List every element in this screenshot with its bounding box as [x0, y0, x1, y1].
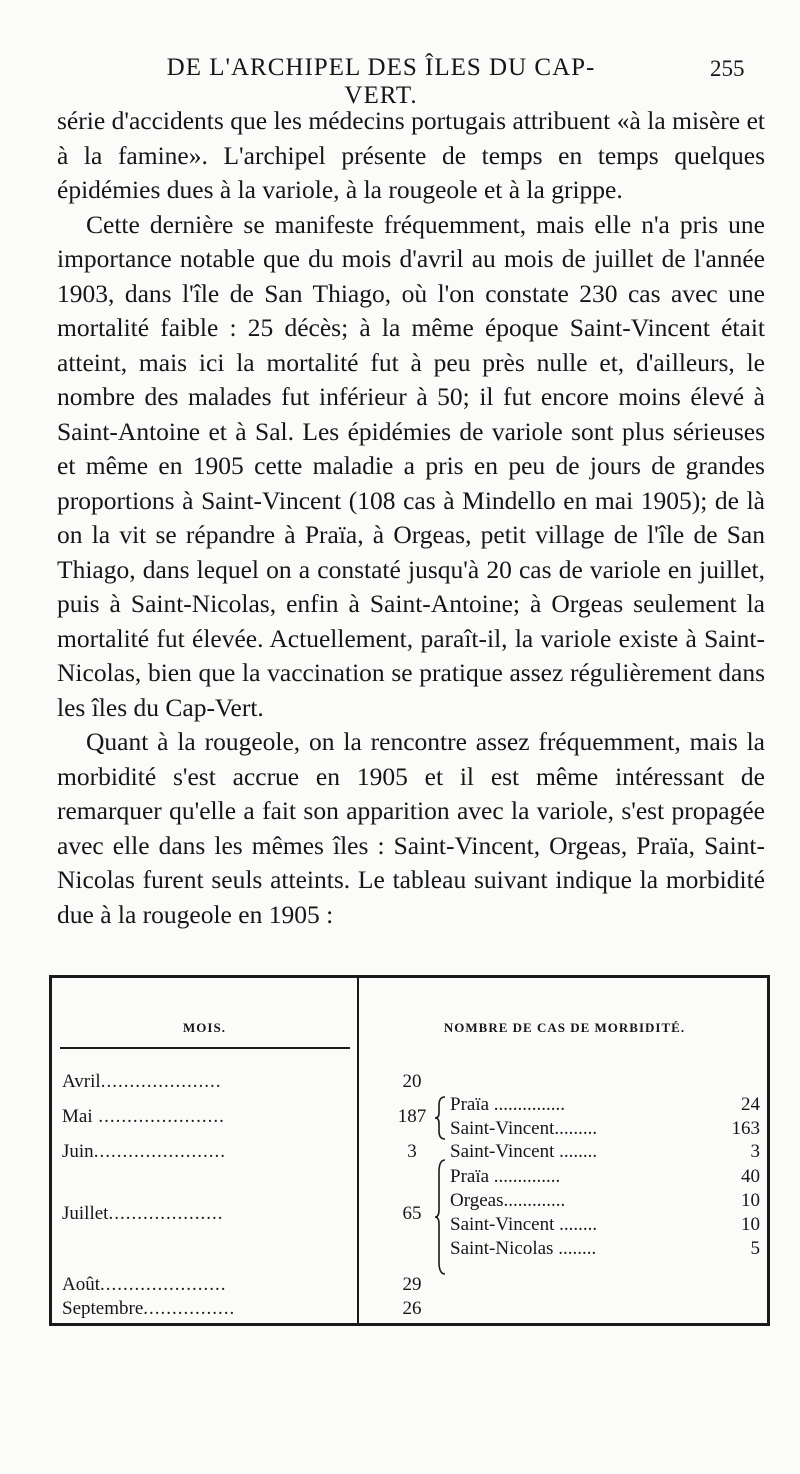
detail-place: Orgeas............. — [450, 1190, 566, 1211]
month-row-septembre: Septembre................ — [62, 1298, 236, 1319]
total-septembre: 26 — [402, 1298, 422, 1319]
header-rule — [60, 1047, 350, 1049]
detail-place: Saint-Nicolas ........ — [450, 1238, 597, 1259]
detail-value: 24 — [741, 1094, 760, 1115]
header-nombre: NOMBRE DE CAS DE MORBIDITÉ. — [443, 1020, 686, 1035]
month-label: Avril — [62, 1071, 101, 1092]
detail-place: Praïa ............... — [450, 1094, 566, 1115]
month-label: Août — [62, 1274, 100, 1295]
month-row-juin: Juin....................... — [62, 1141, 226, 1162]
month-label: Mai — [62, 1106, 93, 1127]
month-row-avril: Avril..................... — [62, 1071, 222, 1092]
paragraph-1: série d'accidents que les médecins portugais attribuent «à la misère et à la famine». L'archipel présente de temps en temps quelques épidémies dues à la variole, à la rougeole et à la grippe. — [57, 106, 765, 204]
body-text — [57, 104, 765, 932]
total-mai: 187 — [397, 1106, 427, 1127]
total-juin: 3 — [407, 1141, 417, 1162]
month-label: Juillet — [62, 1203, 109, 1224]
running-header — [0, 54, 800, 109]
morbidity-table — [49, 975, 770, 1326]
month-row-juillet: Juillet.................... — [62, 1203, 224, 1224]
month-row-mai: Mai ...................... — [62, 1106, 225, 1127]
month-label: Juin — [62, 1141, 94, 1162]
paragraph-3: Quant à la rougeole, on la rencontre assez fréquemment, mais la morbidité s'est accrue en 1905 et il est même intéressant de remarquer qu'elle a fait son apparition avec la variole, s'est propagée avec elle dans les mêmes îles : Saint-Vincent, Orgeas, Praïa, Saint-Nicolas furent seuls atteints. Le tableau suivant indique la morbidité due à la rougeole en 1905 : — [57, 727, 765, 929]
detail-value: 10 — [741, 1214, 760, 1235]
detail-value: 10 — [741, 1190, 760, 1211]
month-label: Septembre — [62, 1298, 144, 1319]
header-mois: MOIS. — [183, 1020, 226, 1035]
total-aout: 29 — [402, 1274, 422, 1295]
detail-value: 40 — [741, 1166, 760, 1187]
detail-place: Praïa .............. — [450, 1166, 561, 1187]
page-number: 255 — [710, 56, 745, 81]
month-row-aout: Août...................... — [62, 1274, 227, 1295]
brace-mai — [434, 1095, 448, 1141]
detail-place: Saint-Vincent......... — [450, 1118, 598, 1139]
detail-value: 3 — [750, 1141, 760, 1162]
running-title: DE L'ARCHIPEL DES ÎLES DU CAP-VERT. — [166, 54, 596, 109]
total-juillet: 65 — [402, 1203, 422, 1224]
detail-place: Saint-Vincent ........ — [450, 1141, 598, 1162]
total-avril: 20 — [402, 1071, 422, 1092]
paragraph-2: Cette dernière se manifeste fréquemment, mais elle n'a pris une importance notable que du mois d'avril au mois de juillet de l'année 1903, dans l'île de San Thiago, où l'on constate 230 cas avec une mortalité faible : 25 décès; à la même époque Saint-Vincent était atteint, mais ici la mortalité fut à peu près nulle et, d'ailleurs, le nombre des malades fut inférieur à 50; il fut encore moins élevé à Saint-Antoine et à Sal. Les épidémies de variole sont plus sérieuses et même en 1905 cette maladie a pris en peu de jours de grandes proportions à Saint-Vincent (108 cas à Mindello en mai 1905); de là on la vit se répandre à Praïa, à Orgeas, petit village de l'île de San Thiago, dans lequel on a constaté jusqu'à 20 cas de variole en juillet, puis à Saint-Nicolas, enfin à Saint-Antoine; à Orgeas seulement la mortalité fut élevée. Actuellement, paraît-il, la variole existe à Saint-Nicolas, bien que la vaccination se pratique assez régulièrement dans les îles du Cap-Vert. — [57, 209, 765, 722]
detail-value: 163 — [731, 1118, 760, 1139]
detail-place: Saint-Vincent ........ — [450, 1214, 598, 1235]
brace-juillet — [434, 1158, 448, 1276]
detail-value: 5 — [750, 1238, 760, 1259]
